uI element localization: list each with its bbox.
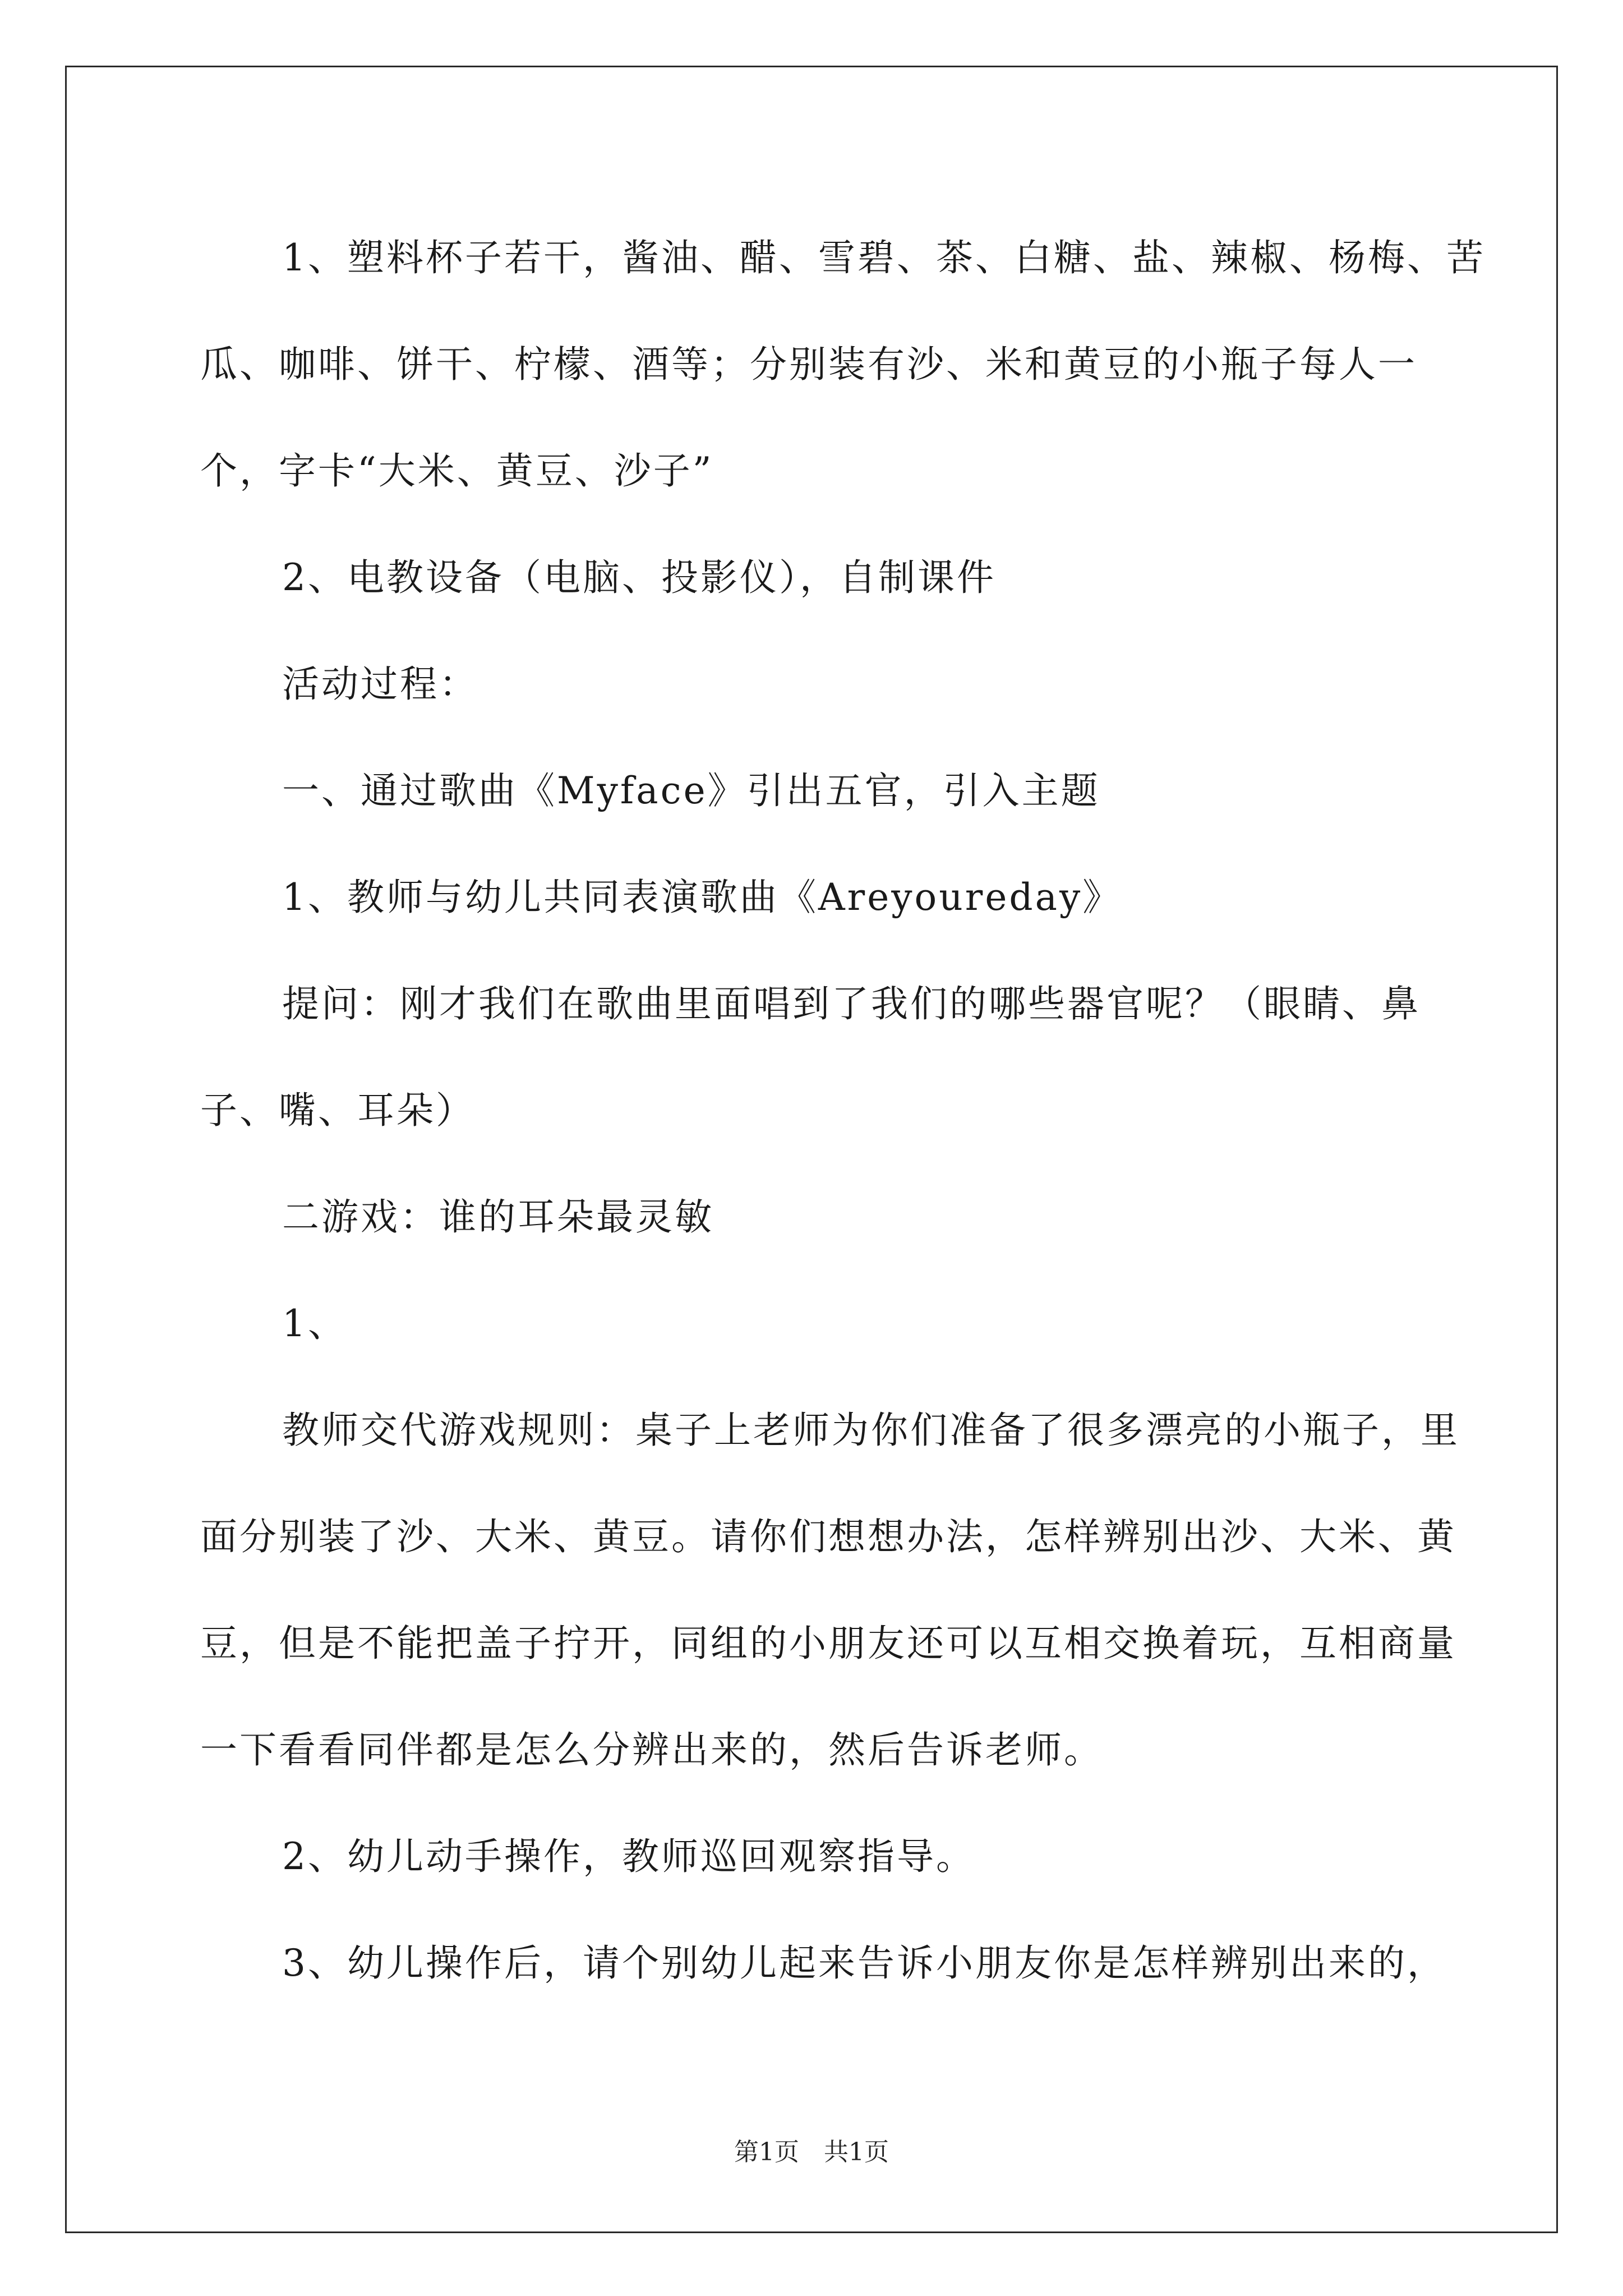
paragraph-step-1: 1、 — [282, 1302, 347, 1345]
paragraph-process-heading: 活动过程： — [282, 662, 478, 706]
paragraph-question: 提问：刚才我们在歌曲里面唱到了我们的哪些器官呢？（眼睛、鼻子、嘴、耳朵） — [200, 982, 1421, 1132]
paragraph-rules: 教师交代游戏规则：桌子上老师为你们准备了很多漂亮的小瓶子，里面分别装了沙、大米、黄豆。请你们想想办法，怎样辨别出沙、大米、黄豆，但是不能把盖子拧开，同组的小朋友还可以互相交换着玩，互相商量一下看看同伴都是怎么分辨出来的，然后告诉老师。 — [200, 1409, 1460, 1772]
paragraph-materials-2: 2、电教设备（电脑、投影仪），自制课件 — [282, 556, 996, 599]
paragraph-section-one: 一、通过歌曲《Myface》引出五官，引入主题 — [282, 769, 1100, 812]
paragraph-materials-1: 1、塑料杯子若干，酱油、醋、雪碧、茶、白糖、盐、辣椒、杨梅、苦瓜、咖啡、饼干、柠檬、酒等；分别装有沙、米和黄豆的小瓶子每人一个，字卡“大米、黄豆、沙子” — [200, 236, 1486, 493]
paragraph-game-heading: 二游戏：谁的耳朵最灵敏 — [282, 1195, 714, 1239]
paragraph-song: 1、教师与幼儿共同表演歌曲《Areyoureday》 — [282, 876, 1122, 919]
paragraph-step-3: 3、幼儿操作后，请个别幼儿起来告诉小朋友你是怎样辨别出来的， — [282, 1941, 1446, 1985]
paragraph-step-2: 2、幼儿动手操作，教师巡回观察指导。 — [282, 1835, 975, 1878]
document-body — [200, 205, 1490, 2017]
page-number: 第1页 共1页 — [734, 2138, 889, 2166]
